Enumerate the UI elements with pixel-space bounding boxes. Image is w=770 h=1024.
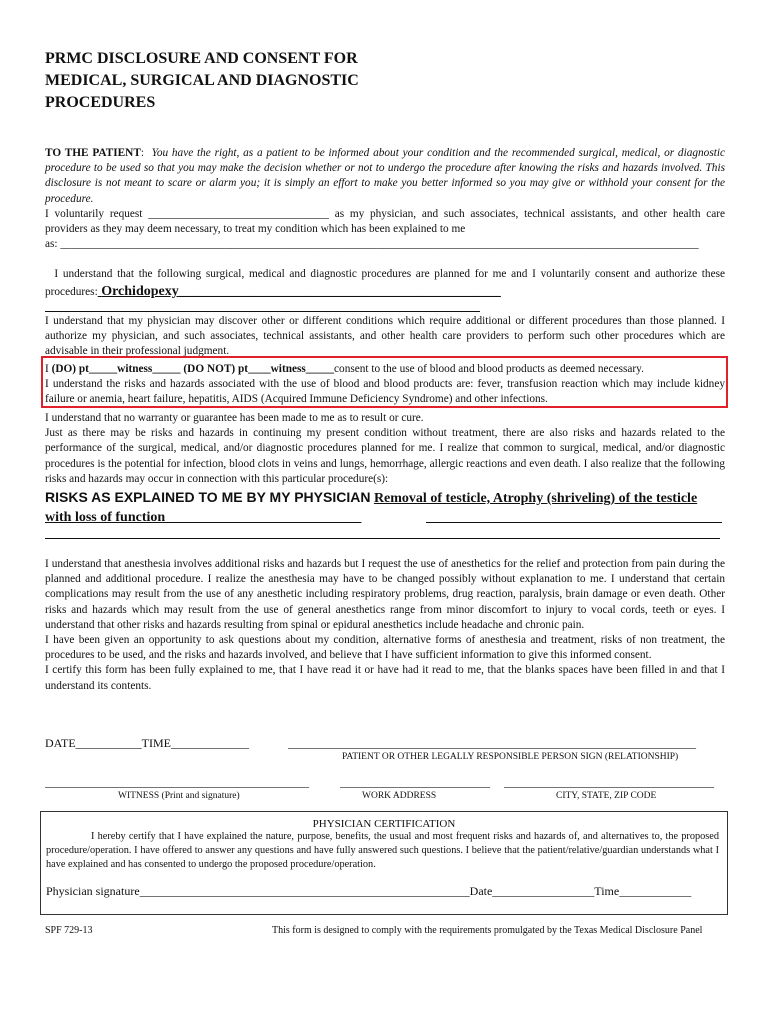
condition-blank[interactable]: _________________________________________________________________________________________________________________ <box>60 238 699 251</box>
procedures-underline <box>45 311 480 312</box>
discover-text: I understand that my physician may discover other or different conditions which require additional or different procedures than those planned. I authorize my physician, and such associates, technical assistants, and other health care providers to perform such other procedures which are advisable in their professional judgment. <box>45 315 725 358</box>
risks-explained-value[interactable]: Removal of testicle, Atrophy (shriveling) of the testicle with loss of function <box>45 491 698 525</box>
request-text-b: as my physician, and such associates, technical assistants, and other health care providers as they may deem necessary, to treat my condition which has been explained to me <box>45 207 726 236</box>
form-number: SPF 729-13 <box>45 925 93 936</box>
procedures-text: I understand that the following surgical, medical and diagnostic procedures are planned for me and I voluntarily consent and authorize these procedures <box>45 268 725 298</box>
to-patient-colon: : <box>140 147 145 159</box>
blood-risks-text: I understand the risks and hazards associated with the use of blood and blood products are: fever, transfusion reaction which may include kidney failure or anemia, heart failure, hepatitis, AIDS (Acquired Immune Deficiency Syndrome) and other infections. <box>45 378 725 406</box>
to-patient-text: You have the right, as a patient to be informed about your condition and the recommended surgical, medical, or diagnostic procedure to be used so that you may make the decision whether or not to undergo the procedure after knowing the risks and hazards involved. This disclosure is not meant to scare or alarm you; it is simply an effort to make you better informed so you may give or withhold your consent for the procedure. <box>45 147 726 205</box>
physician-name-blank[interactable]: ________________________________ <box>148 207 329 220</box>
patient-signature-line[interactable]: ____________________________________________________________________ <box>288 736 696 750</box>
work-address-line[interactable]: _________________________ <box>340 775 490 789</box>
procedure-trail: ______________________________________________ <box>178 284 501 299</box>
witness-label: WITNESS (Print and signature) <box>118 791 240 801</box>
blood-consent-text: consent to the use of blood and blood products as deemed necessary. <box>334 363 644 375</box>
patient-signature-label: PATIENT OR OTHER LEGALLY RESPONSIBLE PERSON SIGN (RELATIONSHIP) <box>342 752 679 762</box>
compliance-note: This form is designed to comply with the requirements promulgated by the Texas Medical Disclosure Panel <box>272 925 703 936</box>
physician-certification-box <box>40 811 728 915</box>
date-time-field[interactable]: DATE___________TIME_____________ <box>45 736 249 750</box>
certify-text: I certify this form has been fully explained to me, that I have read it or have had it read to me, that the blanks spaces have been filled in and that I understand its contents. <box>45 664 725 692</box>
to-patient-label: TO THE PATIENT <box>45 147 141 159</box>
city-state-zip-label: CITY, STATE, ZIP CODE <box>556 791 657 801</box>
risks-explained-trail: ____________________________ <box>165 510 362 525</box>
procedure-value[interactable]: Orchidopexy <box>101 284 179 299</box>
form-title <box>45 48 465 114</box>
city-state-zip-line[interactable]: ___________________________________ <box>504 775 714 789</box>
blood-section <box>45 362 725 408</box>
anesthesia-text: I understand that anesthesia involves additional risks and hazards but I request the use of anesthetics for the relief and protection from pain during the planned and additional procedure. I realize the anesthesia may have to be changed possibly without explanation to me. I understand that certain complications may result from the use of any anesthetic including respiratory problems, drug reaction, paralysis, brain damage or even death. Other risks and hazards which may result from the use of general anesthetics range from minor discomfort to injury to vocal cords, teeth or eyes. I understand that other risks and hazards resulting from spinal or epidural anesthetics include headache and chronic pain. <box>45 558 725 631</box>
procedures-section <box>45 266 725 301</box>
physician-signature-line[interactable]: Physician signature_______________________________________________________Date_________________Time____________ <box>46 884 692 898</box>
procedures-colon: : <box>94 286 98 298</box>
risks-underline-2 <box>45 538 720 539</box>
physician-cert-text: I hereby certify that I have explained the nature, purpose, benefits, the usual and most frequent risks and hazards of, and alternatives to, the proposed procedure/operation. I have offered to answer any questions and have fully answered such questions. I believe that the patient/relative/guardian understands what I have explained and has consented to undergo the proposed procedure/operation. <box>46 831 719 870</box>
blood-do-option[interactable]: (DO) pt_____witness_____ <box>51 363 181 375</box>
blood-i: I <box>45 363 49 375</box>
work-address-label: WORK ADDRESS <box>362 791 437 801</box>
request-text-a: I voluntarily request <box>45 207 143 220</box>
risks-explained-label: RISKS AS EXPLAINED TO ME BY MY PHYSICIAN <box>45 489 371 505</box>
discover-section <box>45 314 725 360</box>
witness-line[interactable]: ____________________________________________ <box>45 775 309 789</box>
physician-cert-title: PHYSICIAN CERTIFICATION <box>312 818 456 830</box>
anesthesia-section <box>45 557 725 694</box>
continuing-text: Just as there may be risks and hazards in continuing my present condition without treatment, there are also risks and hazards related to the performance of the surgical, medical, and/or diagnostic procedures planned for me. I realize that common to surgical, medical, and/or diagnostic procedures is the potential for infection, blood clots in veins and lungs, hemorrhage, allergic reactions and even death. I also realize that the following risks and hazards may occur in connection with this particular procedure(s): <box>45 427 725 485</box>
to-patient-section <box>45 146 725 252</box>
condition-label: as: <box>45 238 58 251</box>
blood-do-not-option[interactable]: (DO NOT) pt____witness_____ <box>183 363 335 375</box>
warranty-section <box>45 411 725 487</box>
risks-underline-1 <box>426 522 722 523</box>
title-line-3: PROCEDURES <box>45 94 156 111</box>
warranty-text: I understand that no warranty or guarantee has been made to me as to result or cure. <box>45 412 424 424</box>
title-line-1: PRMC DISCLOSURE AND CONSENT FOR <box>45 50 358 67</box>
opportunity-text: I have been given an opportunity to ask questions about my condition, alternative forms of anesthesia and treatment, risks of non treatment, the procedures to be used, and the risks and hazards involved, and believe that I have sufficient information to give this informed consent. <box>45 634 725 662</box>
title-line-2: MEDICAL, SURGICAL AND DIAGNOSTIC <box>45 72 359 89</box>
